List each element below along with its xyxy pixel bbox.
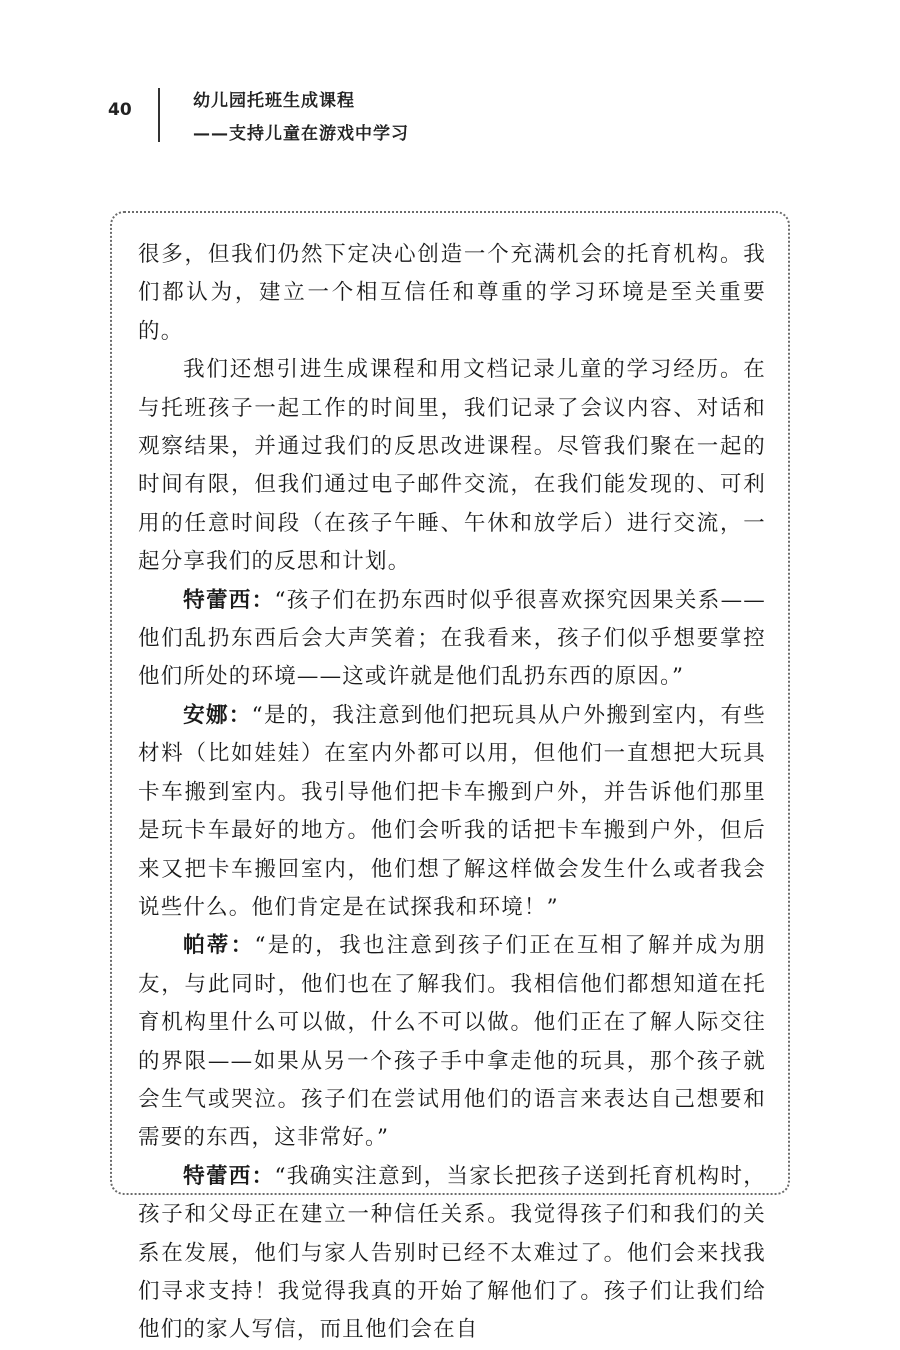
speaker-name: 特蕾西：	[183, 1163, 275, 1189]
speaker-name: 安娜：	[183, 702, 252, 728]
book-subtitle: ——支持儿童在游戏中学习	[193, 124, 409, 144]
paragraph-2: 我们还想引进生成课程和用文档记录儿童的学习经历。在与托班孩子一起工作的时间里，我们记录了会议内容、对话和观察结果，并通过我们的反思改进课程。尽管我们聚在一起的时间有限，但我们通过电子邮件交流，在我们能发现的、可利用的任意时间段（在孩子午睡、午休和放学后）进行交流，一起分享我们的反思和计划。	[138, 357, 766, 575]
speaker-name: 特蕾西：	[183, 587, 275, 613]
dialogue-patty	[138, 927, 766, 1157]
book-title: 幼儿园托班生成课程	[193, 91, 355, 111]
dialogue-text: “是的，我注意到他们把玩具从户外搬到室内，有些材料（比如娃娃）在室内外都可以用，但他们一直想把大玩具卡车搬到室内。我引导他们把卡车搬到户外，并告诉他们那里是玩卡车最好的地方。他们会听我的话把卡车搬到户外，但后来又把卡车搬回室内，他们想了解这样做会发生什么或者我会说些什么。他们肯定是在试探我和环境！”	[138, 702, 766, 920]
dialogue-text: “我确实注意到，当家长把孩子送到托育机构时，孩子和父母正在建立一种信任关系。我觉得孩子们和我们的关系在发展，他们与家人告别时已经不太难过了。他们会来找我们寻求支持！我觉得我真的开始了解他们了。孩子们让我们给他们的家人写信，而且他们会在自	[138, 1163, 766, 1343]
text-content	[138, 236, 766, 1350]
page-number: 40	[108, 100, 132, 120]
dialogue-tracy-1	[138, 582, 766, 697]
dialogue-tracy-2	[138, 1158, 766, 1350]
dialogue-text: “孩子们在扔东西时似乎很喜欢探究因果关系——他们乱扔东西后会大声笑着；在我看来，孩子们似乎想要掌控他们所处的环境——这或许就是他们乱扔东西的原因。”	[138, 587, 766, 690]
header-divider	[158, 88, 160, 142]
dialogue-anna	[138, 697, 766, 927]
paragraph-1: 很多，但我们仍然下定决心创造一个充满机会的托育机构。我们都认为，建立一个相互信任和尊重的学习环境是至关重要的。	[138, 242, 766, 344]
speaker-name: 帕蒂：	[183, 933, 255, 959]
dialogue-text: “是的，我也注意到孩子们正在互相了解并成为朋友，与此同时，他们也在了解我们。我相信他们都想知道在托育机构里什么可以做，什么不可以做。他们正在了解人际交往的界限——如果从另一个孩子手中拿走他的玩具，那个孩子就会生气或哭泣。孩子们在尝试用他们的语言来表达自己想要和需要的东西，这非常好。”	[138, 933, 766, 1151]
text-box	[110, 211, 790, 1343]
